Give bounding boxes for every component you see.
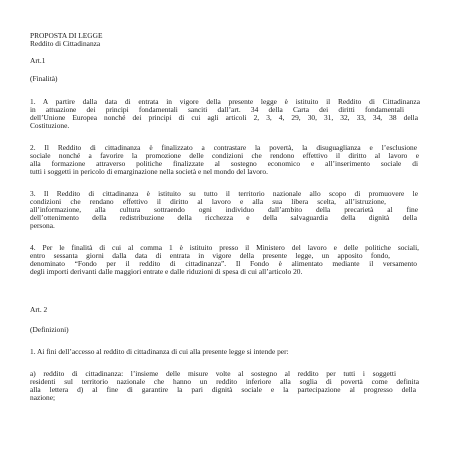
article-2-label: Art. 2 xyxy=(30,305,48,314)
document-subtitle: Reddito di Cittadinanza xyxy=(30,39,101,48)
art1-para2-line: tutti i soggetti in pericolo di emarginazione nella società e nel mondo del lavoro. xyxy=(30,167,268,176)
art1-para1-line: Costituzione. xyxy=(30,121,70,130)
article-1-label: Art.1 xyxy=(30,56,46,65)
art1-para3-line: all’informazione, alla cultura sottraendo ogni individuo dall’ambito della precarietà al fine xyxy=(30,205,418,214)
art1-para4-line: entro sessanta giorni dalla data di entrata in vigore della presente legge, un apposito fondo, xyxy=(30,251,390,260)
art1-para4-line: denominato “Fondo per il reddito di cittadinanza”. Il Fondo è alimentato mediante il versamento xyxy=(30,259,417,268)
art1-para4-line: 4. Per le finalità di cui al comma 1 è istituito presso il Ministero del lavoro e delle politiche sociali, xyxy=(30,243,419,252)
article-1-section-title: (Finalità) xyxy=(30,74,58,83)
art2-para1-line: 1. Ai fini dell’accesso al reddito di cittadinanza di cui alla presente legge si intende per: xyxy=(30,347,289,356)
art1-para3-line: condizioni che rendano effettivo il diritto al lavoro e alla sua libera scelta, all’istruzione, xyxy=(30,197,386,206)
art2-para-a-line: residenti sul territorio nazionale che hanno un reddito inferiore alla soglia di povertà come definita xyxy=(30,377,419,386)
art1-para3-line: 3. Il Reddito di cittadinanza è istituito su tutto il territorio nazionale allo scopo di promuovere le xyxy=(30,189,418,198)
art1-para2-line: sociale nonché a favorire la promozione delle condizioni che rendono effettivo il diritto al lavoro e xyxy=(30,151,419,160)
art1-para2-line: 2. Il Reddito di cittadinanza è finalizzato a contrastare la povertà, la disuguaglianza e l’esclusione xyxy=(30,143,417,152)
art2-para-a-line: a) reddito di cittadinanza: l’insieme delle misure volte al sostegno al reddito per tutti i soggetti xyxy=(30,369,396,378)
art1-para3-line: dell’ottenimento della redistribuzione della ricchezza e della salvaguardia della dignità della xyxy=(30,213,417,222)
art1-para4-line: degli importi derivanti dalle maggiori entrate e dalle riduzioni di spesa di cui all’articolo 20. xyxy=(30,267,303,276)
art1-para1-line: dell’Unione Europea nonché dei principi di cui agli articoli 2, 3, 4, 29, 30, 31, 32, 33, 34, 38 della xyxy=(30,113,418,122)
art1-para1-line: 1. A partire dalla data di entrata in vigore della presente legge è istituito il Reddito di Cittadinanza xyxy=(30,97,420,106)
art1-para3-line: persona. xyxy=(30,221,55,230)
art2-para-a-line: nazione; xyxy=(30,393,56,402)
article-2-section-title: (Definizioni) xyxy=(30,325,69,334)
art1-para1-line: in attuazione dei principi fondamentali sanciti dall’art. 34 della Carta dei diritti fondamentali xyxy=(30,105,404,114)
art2-para-a-line: alla lettera d) al fine di garantire la pari dignità sociale e la partecipazione al progresso della xyxy=(30,385,416,394)
document-title: PROPOSTA DI LEGGE xyxy=(30,31,103,40)
art1-para2-line: alla formazione attraverso politiche finalizzate al sostegno economico e all’inserimento sociale di xyxy=(30,159,418,168)
